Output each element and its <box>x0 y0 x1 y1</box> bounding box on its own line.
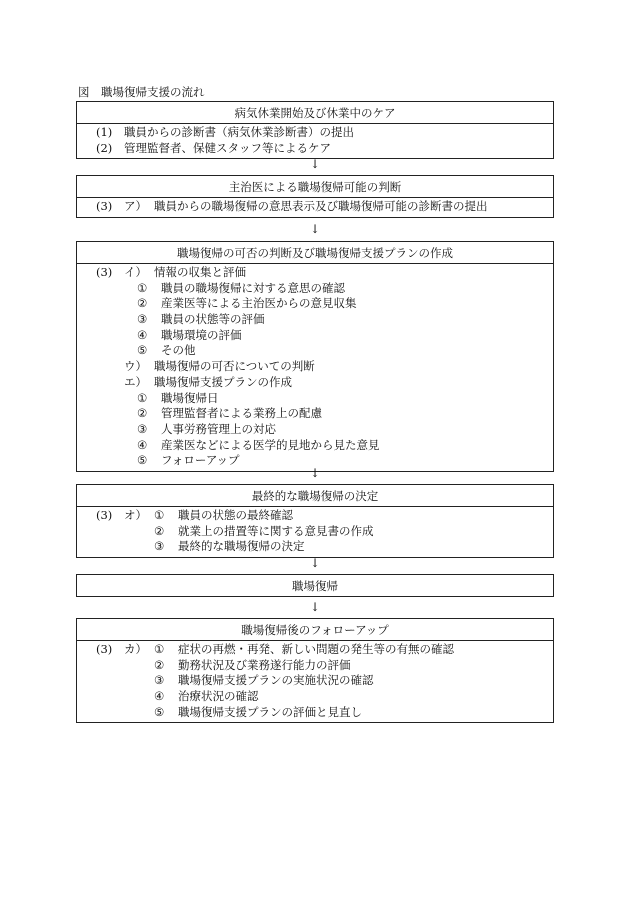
list-item <box>77 642 553 658</box>
item-circled-number: ② <box>137 406 148 421</box>
item-text: 職場復帰支援プランの実施状況の確認 <box>178 673 374 688</box>
list-item <box>77 281 553 297</box>
stage-body <box>76 264 554 472</box>
down-arrow-icon: ↓ <box>309 600 321 614</box>
item-text: 職員の職場復帰に対する意思の確認 <box>161 280 345 295</box>
list-item <box>77 524 553 540</box>
item-text: 職員からの職場復帰の意思表示及び職場復帰可能の診断書の提出 <box>154 199 488 213</box>
stage-final-decision <box>76 484 554 558</box>
stage-body <box>76 507 554 558</box>
stage-return-to-work <box>76 574 554 597</box>
item-circled-number: ③ <box>154 673 165 688</box>
down-arrow-icon: ↓ <box>309 556 321 570</box>
item-text: 職場復帰の可否についての判断 <box>154 359 315 374</box>
item-number: (2) <box>96 140 113 155</box>
list-item <box>77 391 553 407</box>
list-item <box>77 199 553 215</box>
figure-title: 図 職場復帰支援の流れ <box>78 85 205 99</box>
item-text: 産業医などによる医学的見地から見た意見 <box>161 437 380 452</box>
item-text: フォローアップ <box>161 453 240 468</box>
item-sub-label: イ） <box>124 265 147 279</box>
list-item <box>77 658 553 674</box>
item-text: 最終的な職場復帰の決定 <box>178 539 305 554</box>
item-circled-number: ③ <box>154 539 165 554</box>
list-item <box>77 359 553 375</box>
stage-title: 最終的な職場復帰の決定 <box>76 484 554 507</box>
item-text: その他 <box>161 343 196 358</box>
item-text: 職場環境の評価 <box>161 327 242 342</box>
item-sub-label: ウ） <box>124 359 147 374</box>
item-circled-number: ⑤ <box>154 704 165 719</box>
list-item <box>77 312 553 328</box>
down-arrow-icon: ↓ <box>309 466 321 480</box>
item-text: 管理監督者による業務上の配慮 <box>161 406 322 421</box>
list-item <box>77 265 553 281</box>
item-circled-number: ③ <box>137 421 148 436</box>
list-item <box>77 375 553 391</box>
item-circled-number: ② <box>154 657 165 672</box>
down-arrow-icon: ↓ <box>309 222 321 236</box>
item-text: 職場復帰支援プランの評価と見直し <box>178 704 362 719</box>
item-circled-number: ⑤ <box>137 453 148 468</box>
item-number: (3) <box>96 199 113 213</box>
stage-body <box>76 124 554 159</box>
list-item <box>77 705 553 721</box>
item-text: 人事労務管理上の対応 <box>161 421 276 436</box>
stage-title: 病気休業開始及び休業中のケア <box>76 101 554 124</box>
item-number: (1) <box>96 125 113 139</box>
list-item <box>77 328 553 344</box>
item-number: (3) <box>96 265 113 279</box>
item-circled-number: ④ <box>154 689 165 704</box>
item-circled-number: ④ <box>137 437 148 452</box>
item-sub-label: ア） <box>124 199 147 213</box>
item-sub-label: オ） <box>124 508 147 522</box>
stage-title: 主治医による職場復帰可能の判断 <box>76 175 554 198</box>
stage-body <box>76 198 554 218</box>
list-item <box>77 125 553 141</box>
list-item <box>77 508 553 524</box>
item-sub-label: カ） <box>124 642 147 656</box>
item-circled-number: ⑤ <box>137 343 148 358</box>
stage-doctor-judgement <box>76 175 554 218</box>
list-item <box>77 539 553 555</box>
item-text: 職員の状態等の評価 <box>161 312 265 327</box>
item-text: 就業上の措置等に関する意見書の作成 <box>178 523 374 538</box>
list-item <box>77 422 553 438</box>
item-text: 産業医等による主治医からの意見収集 <box>161 296 357 311</box>
item-number: (3) <box>96 642 113 656</box>
item-circled-number: ① <box>137 390 148 405</box>
list-item <box>77 438 553 454</box>
stage-sick-leave-care <box>76 101 554 159</box>
item-circled-number: ① <box>154 508 165 522</box>
list-item <box>77 406 553 422</box>
item-text: 治療状況の確認 <box>178 689 259 704</box>
down-arrow-icon: ↓ <box>309 157 321 171</box>
list-item <box>77 689 553 705</box>
item-circled-number: ① <box>137 280 148 295</box>
list-item <box>77 673 553 689</box>
stage-title: 職場復帰の可否の判断及び職場復帰支援プランの作成 <box>76 241 554 264</box>
item-text: 職場復帰日 <box>161 390 219 405</box>
item-circled-number: ③ <box>137 312 148 327</box>
stage-follow-up <box>76 618 554 723</box>
item-text: 勤務状況及び業務遂行能力の評価 <box>178 657 351 672</box>
list-item <box>77 141 553 157</box>
item-sub-label: エ） <box>124 374 147 389</box>
item-text: 情報の収集と評価 <box>154 265 246 279</box>
item-circled-number: ② <box>154 523 165 538</box>
stage-body <box>76 641 554 723</box>
item-circled-number: ④ <box>137 327 148 342</box>
item-text: 管理監督者、保健スタッフ等によるケア <box>124 140 331 155</box>
item-circled-number: ② <box>137 296 148 311</box>
stage-title: 職場復帰 <box>76 574 554 597</box>
item-text: 職員の状態の最終確認 <box>178 508 293 522</box>
item-circled-number: ① <box>154 642 165 656</box>
list-item <box>77 343 553 359</box>
list-item <box>77 296 553 312</box>
item-text: 症状の再燃・再発、新しい問題の発生等の有無の確認 <box>178 642 454 656</box>
item-text: 職員からの診断書（病気休業診断書）の提出 <box>124 125 354 139</box>
stage-title: 職場復帰後のフォローアップ <box>76 618 554 641</box>
item-number: (3) <box>96 508 113 522</box>
item-text: 職場復帰支援プランの作成 <box>154 374 292 389</box>
stage-return-plan <box>76 241 554 472</box>
